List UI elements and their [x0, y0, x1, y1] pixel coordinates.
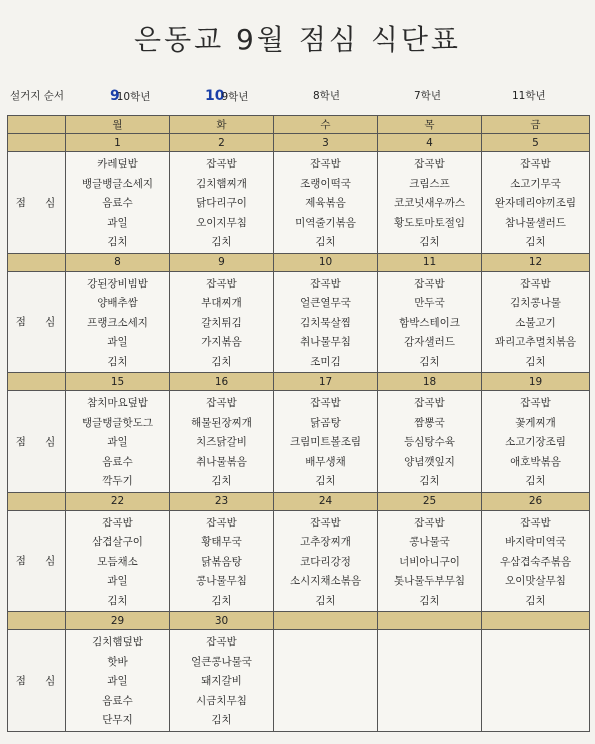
menu-item: 잡곡밥: [310, 397, 341, 409]
meal-label: 점 심: [8, 630, 66, 732]
day-header: 월: [66, 116, 170, 134]
menu-item: 너비아니구이: [399, 555, 460, 568]
menu-item: 바지락미역국: [505, 536, 566, 548]
meal-label: 점 심: [8, 510, 66, 612]
menu-item: 잡곡밥: [310, 277, 341, 290]
menu-item: 잡곡밥: [520, 397, 551, 409]
menu-item: [482, 711, 589, 731]
menu-item: 과일: [107, 675, 128, 687]
menu-item: 시금치무침: [196, 694, 247, 707]
menu-item: 양념깻잎지: [404, 455, 455, 468]
date-cell: 15: [66, 373, 170, 391]
menu-item: 탱글탱글핫도그: [81, 416, 153, 429]
grade-order-3: [313, 88, 340, 103]
day-header-row: [8, 116, 590, 134]
dishwashing-order-label: 설거지 순서: [10, 90, 65, 102]
menu-item: 미역줄기볶음: [295, 216, 356, 229]
menu-item: 김치: [525, 236, 546, 248]
menu-item: 톳나물두부무침: [393, 575, 465, 587]
menu-item: 과일: [107, 216, 128, 229]
menu-item: 조미김: [310, 355, 341, 368]
menu-item: 만두국: [414, 297, 445, 309]
menu-item: 잡곡밥: [206, 636, 237, 648]
menu-item: 조랭이떡국: [300, 177, 351, 190]
menu-item: 닭곰탕: [310, 416, 341, 429]
date-cell: 19: [482, 373, 590, 391]
menu-item: 과일: [107, 436, 128, 448]
date-row-blank: [8, 492, 66, 510]
menu-item: 크림미트볼조림: [289, 436, 361, 448]
menu-item: 오이지무침: [196, 216, 247, 229]
menu-item: 김치: [211, 236, 232, 248]
menu-item: 김치: [211, 594, 232, 607]
menu-item: 돼지갈비: [201, 675, 242, 687]
menu-item: 얼큰열무국: [300, 297, 351, 309]
menu-item: 모듬채소: [97, 555, 138, 568]
menu-item: 감자샐러드: [404, 336, 455, 348]
date-cell: 24: [274, 492, 378, 510]
menu-item: 취나물무침: [300, 336, 351, 348]
menu-item: 황도토마토절임: [393, 216, 465, 229]
menu-cell: [274, 391, 378, 493]
menu-item: [274, 633, 377, 653]
handwritten-mark: 9: [110, 88, 120, 104]
date-row-blank: [8, 373, 66, 391]
menu-item: [274, 692, 377, 712]
menu-cell: [170, 152, 274, 254]
grade-label: 8학년: [313, 90, 340, 102]
date-row-blank: [8, 612, 66, 630]
menu-cell: [482, 630, 590, 732]
menu-item: 잡곡밥: [414, 158, 445, 170]
date-cell: 12: [482, 253, 590, 271]
menu-item: 함박스테이크: [399, 316, 460, 329]
menu-row: [8, 152, 590, 254]
menu-item: 취나물볶음: [196, 455, 247, 468]
menu-row: [8, 510, 590, 612]
menu-item: 치즈닭갈비: [196, 436, 247, 448]
menu-item: 고추장찌개: [300, 536, 351, 548]
menu-item: 김치: [419, 355, 440, 368]
menu-item: [378, 692, 481, 712]
menu-item: 핫바: [107, 655, 128, 668]
menu-item: [378, 711, 481, 731]
menu-item: 참치마요덮밥: [87, 397, 148, 409]
menu-item: [482, 692, 589, 712]
menu-cell: [482, 510, 590, 612]
menu-item: 우삼겹숙주볶음: [499, 555, 571, 568]
date-row: [8, 253, 590, 271]
menu-cell: [170, 510, 274, 612]
grade-order-1: [110, 88, 150, 104]
menu-item: 강된장비빔밥: [87, 277, 148, 290]
date-cell: 9: [170, 253, 274, 271]
menu-cell: [170, 630, 274, 732]
menu-cell: [378, 271, 482, 373]
menu-item: 잡곡밥: [310, 158, 341, 170]
date-cell: 3: [274, 134, 378, 152]
menu-item: 잡곡밥: [102, 516, 133, 529]
menu-item: 김치: [419, 475, 440, 487]
meal-label: 점 심: [8, 271, 66, 373]
page-title: 은동교 9월 점심 식단표: [134, 23, 461, 56]
menu-cell: [66, 630, 170, 732]
grade-label: 11학년: [512, 90, 546, 102]
menu-item: 김치: [211, 355, 232, 368]
menu-cell: [66, 152, 170, 254]
date-row: [8, 612, 590, 630]
menu-item: 음료수: [102, 197, 133, 209]
grade-order-2: [205, 88, 248, 104]
menu-item: 얼큰콩나물국: [191, 655, 252, 668]
menu-item: 닭다리구이: [196, 197, 247, 209]
date-cell: 22: [66, 492, 170, 510]
menu-item: 뱅글뱅글소세지: [81, 177, 153, 190]
date-cell: [274, 612, 378, 630]
menu-item: [482, 672, 589, 692]
menu-item: 음료수: [102, 694, 133, 707]
menu-item: 잡곡밥: [520, 158, 551, 170]
menu-item: 가지볶음: [201, 336, 242, 348]
meal-label: 점 심: [8, 152, 66, 254]
menu-item: [274, 653, 377, 673]
menu-item: [274, 711, 377, 731]
menu-item: 소불고기: [515, 316, 556, 329]
menu-item: 잡곡밥: [414, 516, 445, 529]
date-row: [8, 373, 590, 391]
menu-item: 카레덮밥: [97, 158, 138, 170]
menu-item: [482, 633, 589, 653]
menu-cell: [170, 271, 274, 373]
menu-cell: [378, 510, 482, 612]
menu-item: 김치햄덮밥: [92, 636, 143, 648]
menu-item: 과일: [107, 575, 128, 587]
date-row: [8, 134, 590, 152]
date-cell: [482, 612, 590, 630]
grade-label: 10학년: [116, 91, 151, 103]
grade-order-5: [512, 88, 546, 103]
menu-item: 김치: [315, 594, 336, 607]
date-cell: 18: [378, 373, 482, 391]
menu-cell: [274, 271, 378, 373]
menu-cell: [66, 510, 170, 612]
menu-item: 배무생채: [305, 455, 346, 468]
menu-row: [8, 271, 590, 373]
menu-cell: [274, 630, 378, 732]
menu-item: 김치: [525, 475, 546, 487]
menu-item: 과일: [107, 336, 128, 348]
menu-item: 김치콩나물: [510, 297, 561, 309]
menu-item: 깍두기: [102, 475, 133, 487]
handwritten-mark: 10: [205, 88, 225, 104]
date-cell: 26: [482, 492, 590, 510]
date-cell: 5: [482, 134, 590, 152]
date-row-blank: [8, 134, 66, 152]
dishwashing-order: [0, 88, 595, 104]
grade-label: 9학년: [221, 91, 249, 103]
menu-item: 김치: [107, 594, 128, 607]
date-cell: 30: [170, 612, 274, 630]
menu-item: 등심탕수육: [404, 436, 455, 448]
menu-item: 소고기무국: [510, 177, 561, 190]
menu-item: [378, 633, 481, 653]
date-cell: 16: [170, 373, 274, 391]
menu-item: 완자데리야끼조림: [494, 197, 577, 209]
menu-item: [274, 672, 377, 692]
day-header: 수: [274, 116, 378, 134]
menu-item: 갈치튀김: [201, 316, 242, 329]
meal-label: 점 심: [8, 391, 66, 493]
date-cell: 29: [66, 612, 170, 630]
menu-item: [378, 672, 481, 692]
menu-item: 잡곡밥: [414, 277, 445, 290]
menu-cell: [66, 391, 170, 493]
day-header: 목: [378, 116, 482, 134]
menu-cell: [482, 152, 590, 254]
menu-cell: [482, 391, 590, 493]
menu-item: 콩나물무침: [196, 575, 247, 587]
menu-item: 잡곡밥: [206, 158, 237, 170]
date-cell: 11: [378, 253, 482, 271]
menu-item: 김치: [315, 475, 336, 487]
menu-item: 잡곡밥: [206, 277, 237, 290]
menu-item: 제육볶음: [305, 197, 346, 209]
menu-item: 잡곡밥: [206, 397, 237, 409]
menu-item: 음료수: [102, 455, 133, 468]
menu-item: 김치: [525, 594, 546, 607]
menu-item: [482, 653, 589, 673]
date-cell: 10: [274, 253, 378, 271]
menu-item: 김치: [107, 236, 128, 248]
menu-item: 잡곡밥: [414, 397, 445, 409]
menu-item: 소시지채소볶음: [289, 575, 361, 587]
menu-cell: [378, 152, 482, 254]
menu-cell: [274, 152, 378, 254]
menu-item: 김치: [315, 236, 336, 248]
menu-item: 김치: [419, 594, 440, 607]
day-header: 화: [170, 116, 274, 134]
menu-item: 크림스프: [409, 177, 450, 190]
menu-item: 오이맛살무침: [505, 575, 566, 587]
menu-item: 부대찌개: [201, 297, 242, 309]
menu-item: 삼겹살구이: [92, 536, 143, 548]
menu-item: 김치: [107, 355, 128, 368]
menu-item: 황태무국: [201, 536, 242, 548]
menu-cell: [274, 510, 378, 612]
date-cell: 1: [66, 134, 170, 152]
menu-item: 잡곡밥: [310, 516, 341, 529]
date-cell: 8: [66, 253, 170, 271]
menu-item: 잡곡밥: [206, 516, 237, 529]
menu-cell: [378, 391, 482, 493]
menu-item: 김치햄찌개: [196, 177, 247, 190]
menu-item: 소고기장조림: [505, 436, 566, 448]
grade-order-4: [414, 88, 441, 103]
menu-cell: [66, 271, 170, 373]
menu-item: 양배추쌈: [97, 297, 138, 309]
menu-item: 꽈리고추멸치볶음: [494, 336, 577, 348]
lunch-menu-table: [7, 115, 590, 732]
menu-item: [378, 653, 481, 673]
date-cell: 4: [378, 134, 482, 152]
menu-item: 닭볶음탕: [201, 555, 242, 568]
menu-item: 코다리강정: [300, 555, 351, 568]
blank-header: [8, 116, 66, 134]
menu-item: 코코넛새우까스: [393, 197, 465, 209]
menu-item: 잡곡밥: [520, 277, 551, 290]
menu-item: 해물된장찌개: [191, 416, 252, 429]
menu-item: 김치: [211, 475, 232, 487]
date-cell: 2: [170, 134, 274, 152]
menu-cell: [482, 271, 590, 373]
menu-cell: [170, 391, 274, 493]
date-cell: 23: [170, 492, 274, 510]
menu-item: 김치묵살찜: [300, 316, 351, 329]
menu-item: 잡곡밥: [520, 516, 551, 529]
menu-item: 참나물샐러드: [505, 216, 566, 229]
date-cell: 25: [378, 492, 482, 510]
menu-cell: [378, 630, 482, 732]
date-row: [8, 492, 590, 510]
menu-item: 꽃게찌개: [515, 416, 556, 429]
menu-item: 김치: [525, 355, 546, 368]
menu-item: 프랭크소세지: [87, 316, 148, 329]
menu-item: 콩나물국: [409, 536, 450, 548]
date-row-blank: [8, 253, 66, 271]
menu-row: [8, 391, 590, 493]
date-cell: 17: [274, 373, 378, 391]
menu-item: 김치: [419, 236, 440, 248]
menu-item: 짬뽕국: [414, 416, 445, 429]
menu-row: [8, 630, 590, 732]
grade-label: 7학년: [414, 90, 441, 102]
menu-item: 애호박볶음: [510, 455, 561, 468]
menu-item: 김치: [211, 714, 232, 726]
menu-item: 단무지: [102, 714, 133, 726]
day-header: 금: [482, 116, 590, 134]
date-cell: [378, 612, 482, 630]
